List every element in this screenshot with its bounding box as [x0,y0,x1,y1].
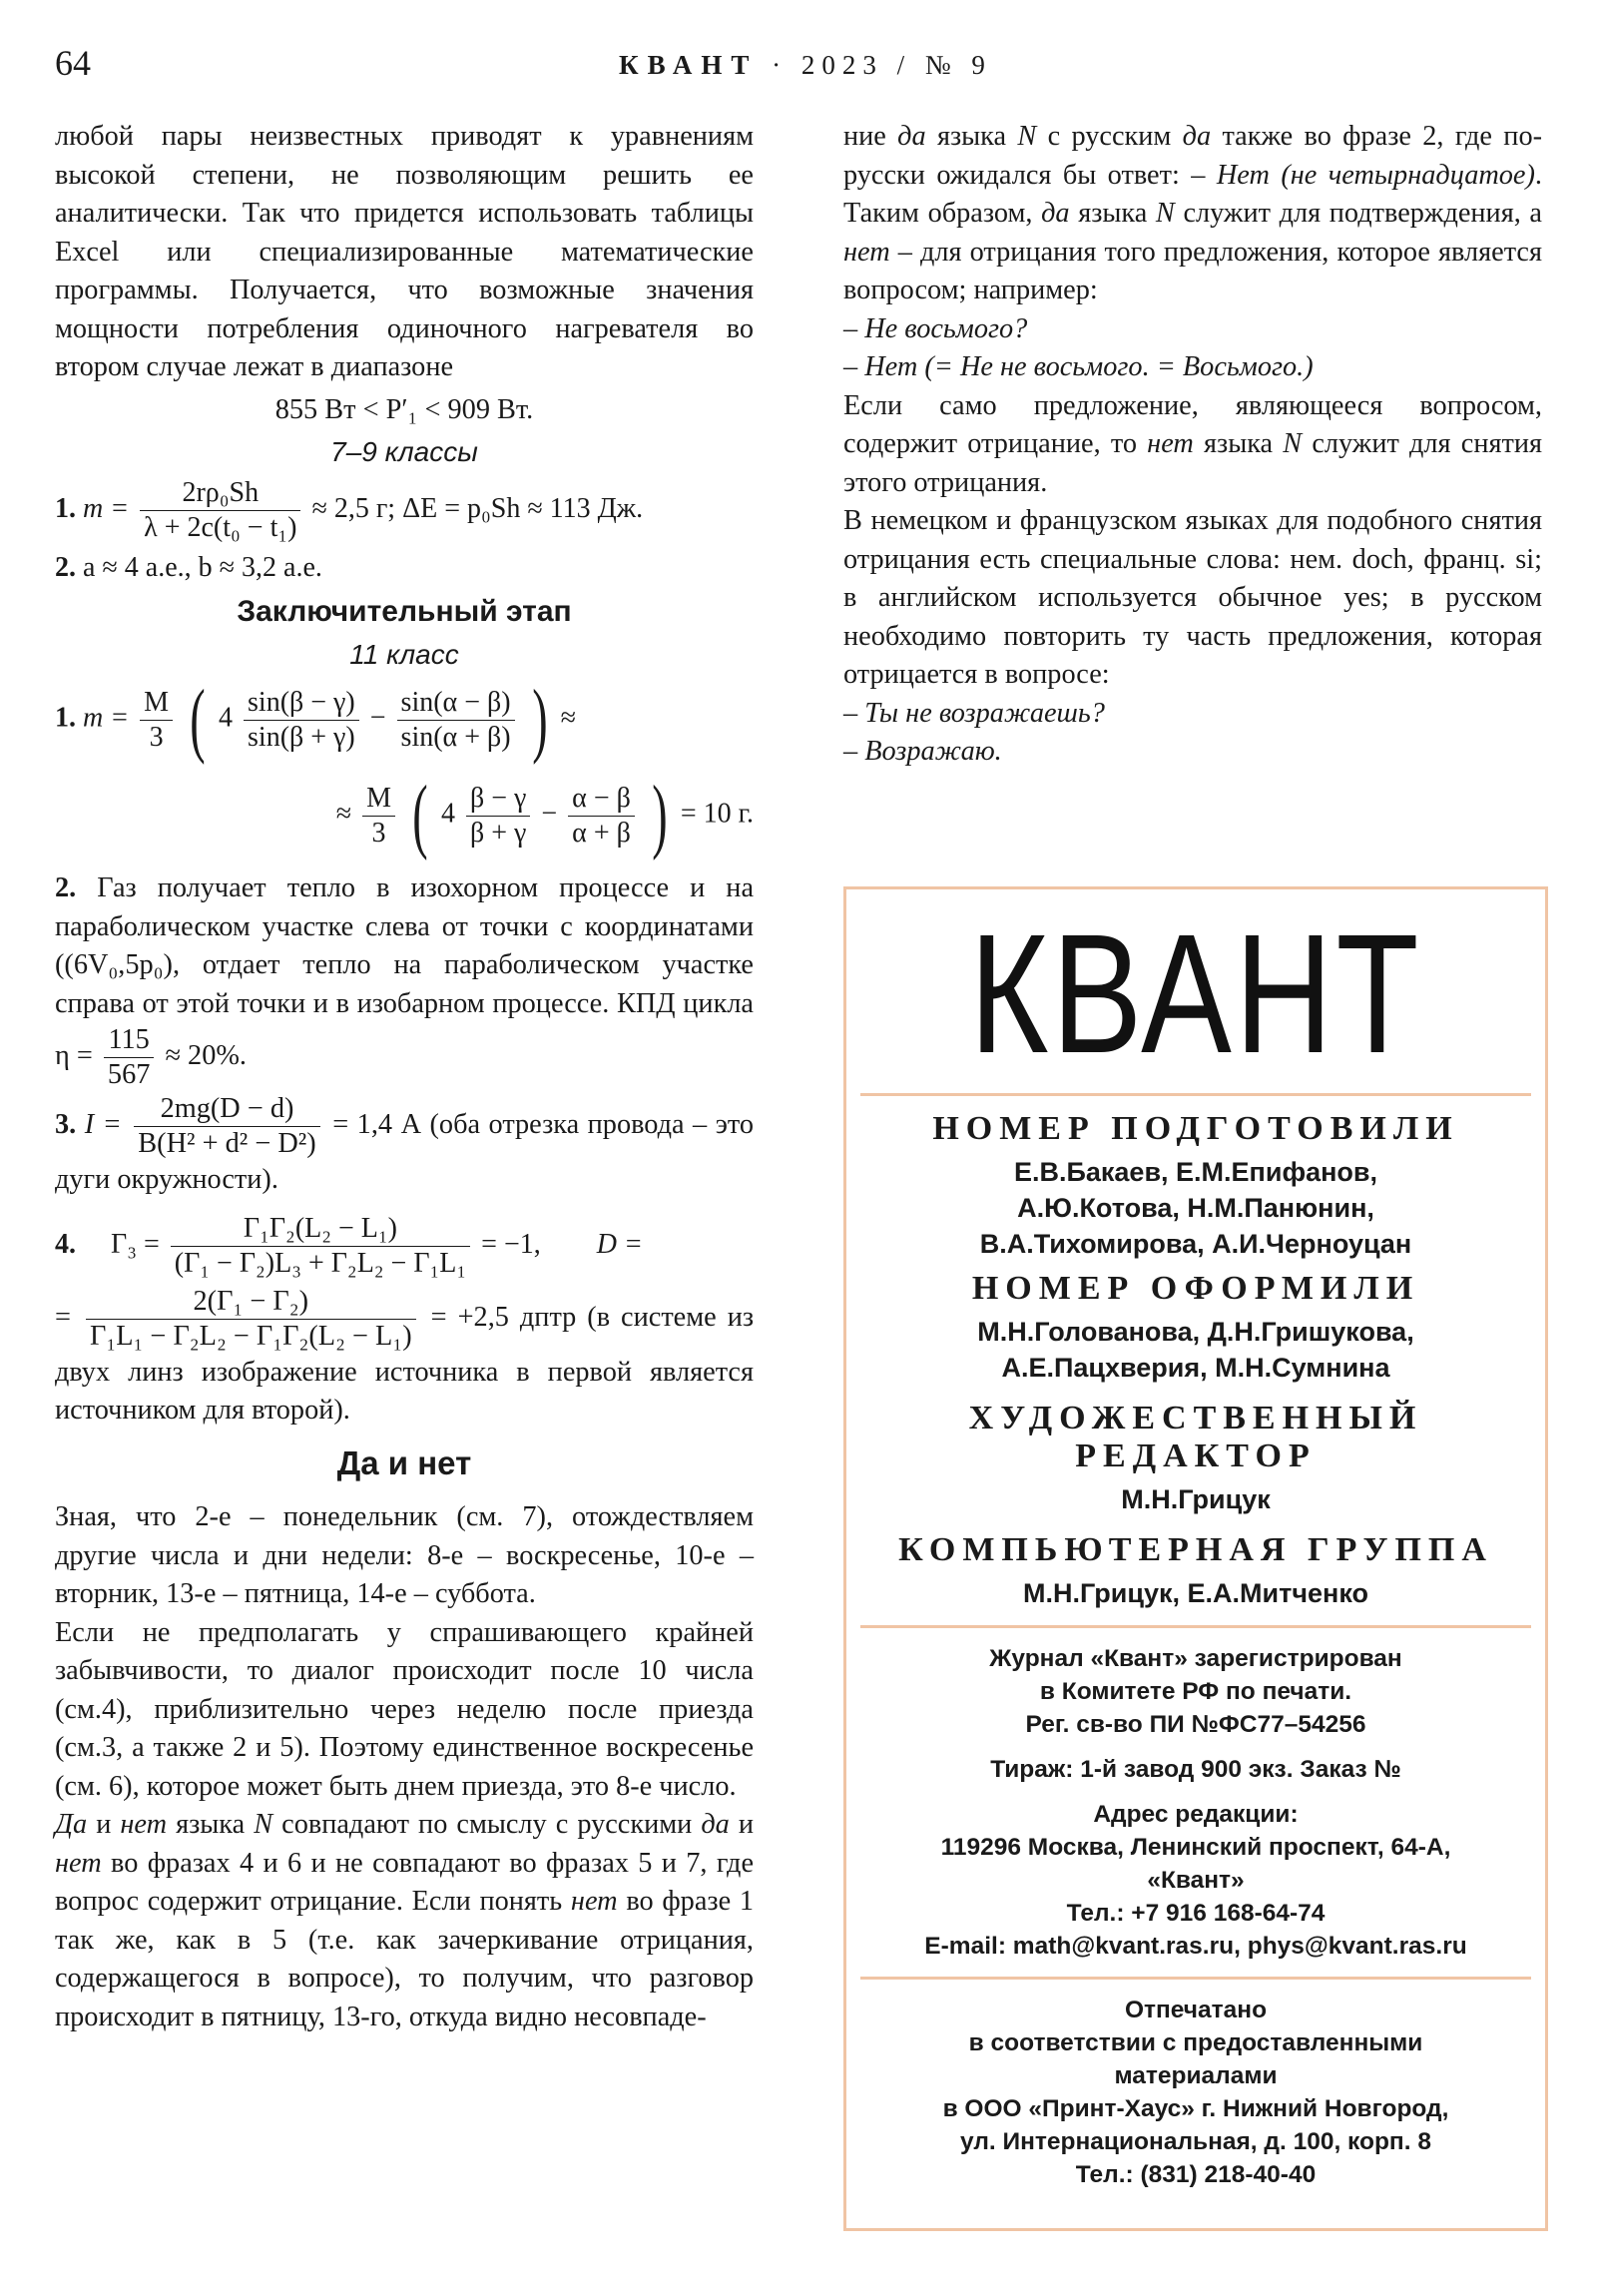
term-net-answer: Нет (не четырнадцатое) [1216,159,1535,191]
left-paren: ( [412,769,428,861]
formula-part: ≈ 2,5 г; ΔE = p₀Sh ≈ 113 Дж. [311,492,644,524]
divider [860,1093,1531,1096]
term-net: нет [55,1847,102,1879]
fraction [171,1212,470,1281]
dialog-line-3 [843,695,1542,734]
numerator: M [140,686,173,721]
phone-line: Тел.: (831) 218-40-40 [1075,2161,1317,2188]
title-line: ХУДОЖЕСТВЕННЫЙ [968,1400,1423,1436]
prepared-title: НОМЕР ПОДГОТОВИЛИ [932,1110,1459,1147]
answer-text: Газ получает тепло в изохорном процессе и на параболическом участке слева от точки с координатами ((6V₀,5p₀), отдает тепло на параболическом участке справа от этой точки и в изобарном процессе. КПД цикла η = [55,872,755,1071]
text-span: языка [925,121,1018,152]
answer-11-2 [55,869,754,1092]
names-line: А.Ю.Котова, Н.М.Панюнин, [1017,1193,1374,1223]
divider [860,1977,1531,1980]
text-span: – для отрицания того предложения, которое является вопросом; например: [843,236,1542,305]
right-paragraph-2 [843,387,1542,503]
formula-part: D = [596,1228,643,1260]
da-net-paragraph-3 [55,1806,754,2036]
answer-text: = +2,5 дптр (в системе из двух линз изображение источника в первой является источником для второй). [55,1301,755,1426]
denominator: α + β [572,817,631,849]
term-net: нет [120,1809,168,1840]
journal-name: КВАНТ [619,50,759,80]
text-span: также во фразе 2, где по-русски ожидался бы ответ: – [843,121,1543,191]
power-range-formula: 855 Вт < P′₁ < 909 Вт. [274,393,534,425]
fraction [568,782,635,851]
term-net: нет [843,236,890,268]
da-net-paragraph-1: Зная, что 2-е – понедельник (см. 7), отождествляем другие числа и дни недели: 8-е – воскресенье, 10-е – вторник, 13-е – пятница, 14-е – суббота. [55,1501,754,1609]
numerator: β − γ [466,782,530,817]
text-span: совпадают по смыслу с русскими [272,1809,702,1840]
text-span: служит для подтверждения, а [1174,198,1542,229]
dialog-line-4 [843,733,1542,772]
term-N: N [1155,198,1175,229]
info-line: Журнал «Квант» зарегистрирован [989,1645,1402,1672]
dialog-line-1 [843,310,1542,349]
numerator: sin(β − γ) [244,686,359,721]
answer-1-formula [55,476,754,545]
dialog-line-2 [843,348,1542,387]
formula-part: a ≈ 4 а.е., b ≈ 3,2 а.е. [83,551,322,583]
computer-group-title: КОМПЬЮТЕРНАЯ ГРУППА [898,1531,1493,1568]
numerator: 2rρ₀Sh [140,476,300,511]
formula-part: = 10 г. [680,798,754,830]
issue-number: 2023 / № 9 [800,50,992,80]
term-da: да [701,1809,730,1840]
formula-part: − [369,702,386,734]
denominator: 3 [371,817,386,849]
title-line: РЕДАКТОР [1075,1437,1317,1474]
text-span: . Таким образом, [843,159,1542,229]
denominator: 3 [149,721,164,753]
answer-11-4-line2 [55,1285,754,1431]
formula-part: 4 [219,702,234,734]
answer-number: 3. [55,1109,77,1140]
circulation-info: Тираж: 1-й завод 900 экз. Заказ № [990,1756,1401,1783]
formula-part: I = [84,1109,122,1140]
formula-part: 4 [440,798,455,830]
info-line: Адрес редакции: [1093,1801,1299,1828]
phone-line: Тел.: +7 916 168-64-74 [1066,1900,1326,1927]
answer-number: 1. [55,702,76,734]
fraction [466,782,530,851]
denominator: Γ₁L₁ − Γ₂L₂ − Γ₁Γ₂(L₂ − L₁) [89,1320,412,1352]
names-line: А.Е.Пацхверия, М.Н.Сумнина [1001,1353,1390,1383]
text-span: языка [1069,198,1156,229]
info-line: в соответствии с предоставленными [968,2029,1423,2056]
da-i-net-heading: Да и нет [336,1443,472,1481]
text-span: и [87,1809,121,1840]
text-span: Если само предложение, являющееся вопросом, содержит отрицание, то [843,389,1542,459]
dialog-text: – Нет (= Не не восьмого. = Восьмого.) [843,351,1314,382]
answer-text: = 1,4 А (оба отрезка провода – это дуги окружности). [55,1109,755,1195]
spacer [846,1741,1545,1753]
fraction [140,476,300,545]
formula-part: = −1, [481,1228,541,1260]
email-line: E-mail: math@kvant.ras.ru, phys@kvant.ras.ru [924,1933,1467,1960]
fraction [244,686,359,755]
registration-info [846,1642,1545,1741]
denominator: (Γ₁ − Γ₂)L₃ + Γ₂L₂ − Γ₁L₁ [174,1247,467,1279]
formula-part: m = [83,492,130,524]
answer-number: 4. [55,1228,76,1260]
fraction [86,1285,416,1354]
running-title [619,50,992,81]
right-paren: ) [652,769,668,861]
prepared-names [846,1154,1545,1262]
text-span: ние [843,121,898,152]
grades-7-9-heading: 7–9 классы [330,436,478,467]
fraction [134,1092,319,1161]
designed-names [846,1314,1545,1386]
computer-group-names: М.Н.Грицук, Е.А.Митченко [1023,1578,1368,1608]
da-net-paragraph-2: Если не предполагать у спрашивающего крайней забывчивости, то диалог происходит после 10 числа (см.4), приблизительно через неделю после приезда (см.3, а также 2 и 5). Поэтому единственное воскресенье (см. 6), которое может быть днем приезда, это 8-е число. [55,1616,754,1802]
page-header [55,40,1552,90]
info-line: в Комитете РФ по печати. [1039,1678,1352,1705]
term-da: Да [55,1809,88,1840]
answer-2-formula [55,549,754,588]
divider [860,1625,1531,1628]
left-column [55,118,754,2036]
formula-part: ≈ [560,702,576,734]
right-paragraph-1 [843,118,1542,310]
answer-11-1-line2 [55,769,754,865]
final-stage-heading: Заключительный этап [237,595,572,628]
term-N: N [254,1809,273,1840]
denominator: λ + 2c(t₀ − t₁) [144,511,297,543]
printing-info [846,1994,1545,2191]
names-line: В.А.Тихомирова, А.И.Черноуцан [979,1229,1412,1259]
formula-part: ≈ [335,798,352,830]
formula-part: = [55,1301,71,1333]
right-paren: ) [531,673,548,766]
kvant-logo: КВАНТ [969,899,1422,1089]
text-span: языка [1193,428,1284,459]
denominator: 567 [107,1059,151,1090]
numerator: 115 [104,1023,154,1058]
fraction [104,1023,154,1092]
term-da: да [1041,198,1070,229]
info-line: в ООО «Принт-Хаус» г. Нижний Новгород, [942,2095,1449,2122]
denominator: sin(β + γ) [248,721,355,753]
numerator: Γ₁Γ₂(L₂ − L₁) [171,1212,470,1247]
info-line: 119296 Москва, Ленинский проспект, 64-А, [940,1834,1451,1861]
term-net: нет [570,1886,618,1917]
text-span: во фразе 1 так же, как в 5 (т.е. как зачеркивание отрицания, содержащегося в вопросе), то получим, что разговор происходит в пятницу, 13-го, откуда видно несовпаде- [55,1886,755,2032]
dialog-text: – Возражаю. [843,736,1002,767]
fraction [397,686,515,755]
text-span: служит для снятия этого отрицания. [843,428,1542,498]
names-line: Е.В.Бакаев, Е.М.Епифанов, [1013,1157,1378,1187]
denominator: B(H² + d² − D²) [138,1128,316,1159]
info-line: Рег. св-во ПИ №ФС77–54256 [1025,1711,1366,1738]
numerator: 2mg(D − d) [134,1092,319,1127]
term-net: нет [1147,428,1194,459]
term-da: да [897,121,926,152]
term-N: N [1283,428,1303,459]
answer-number: 1. [55,492,76,524]
header-separator: · [772,50,789,80]
spacer [846,1786,1545,1798]
info-line: Отпечатано [1124,1997,1268,2023]
art-editor-title [846,1400,1545,1475]
numerator: M [362,782,395,817]
info-line: материалами [1114,2062,1278,2089]
info-line: ул. Интернациональная, д. 100, корп. 8 [960,2128,1431,2155]
left-paren: ( [190,673,206,766]
designed-title: НОМЕР ОФОРМИЛИ [971,1270,1420,1307]
answer-11-1-line1 [55,673,754,770]
intro-paragraph: любой пары неизвестных приводят к уравнениям высокой степени, не позволяющим решить ее аналитически. Так что придется использовать таблицы Excel или специализированные математические программы. Получается, что возможные значения мощности потребления одиночного нагревателя во втором случае лежат в диапазоне [55,121,754,382]
term-da: да [1182,121,1212,152]
art-editor-name: М.Н.Грицук [1121,1484,1271,1514]
denominator: β + γ [469,817,527,849]
fraction [362,782,395,851]
text-span: во фразах 4 и 6 и не совпадают во фразах 5 и 7, где вопрос содержит отрицание. Если понять [55,1847,754,1917]
answer-11-4-line1 [55,1212,754,1281]
info-line: «Квант» [1147,1867,1245,1894]
dialog-text: – Ты не возражаешь? [843,697,1105,729]
grade-11-heading: 11 класс [349,638,459,670]
numerator: sin(α − β) [397,686,515,721]
formula-part: Γ₃ = [111,1228,160,1260]
answer-text: ≈ 20%. [165,1040,248,1071]
answer-number: 2. [55,551,76,583]
term-N: N [1017,121,1037,152]
numerator: α − β [568,782,635,817]
text-span: и [729,1809,755,1840]
formula-part: m = [83,702,130,734]
denominator: sin(α + β) [400,721,511,753]
text-span: с русским [1036,121,1183,152]
dialog-text: – Не восьмого? [843,312,1028,344]
numerator: 2(Γ₁ − Γ₂) [86,1285,416,1320]
names-line: М.Н.Голованова, Д.Н.Гришукова, [977,1317,1414,1347]
address-info [846,1798,1545,1963]
answer-number: 2. [55,872,77,903]
fraction [140,686,173,755]
credits-box [843,886,1548,2231]
text-span: языка [167,1809,255,1840]
answer-11-3 [55,1092,754,1200]
right-paragraph-3: В немецком и французском языках для подобного снятия отрицания есть специальные слова: нем. doch, франц. si; в английском используется обычное yes; в русском необходимо повторить ту часть предложения, которая отрицается в вопросе: [843,505,1542,690]
formula-part: − [541,798,558,830]
page-number: 64 [55,43,91,83]
right-column [843,118,1542,772]
